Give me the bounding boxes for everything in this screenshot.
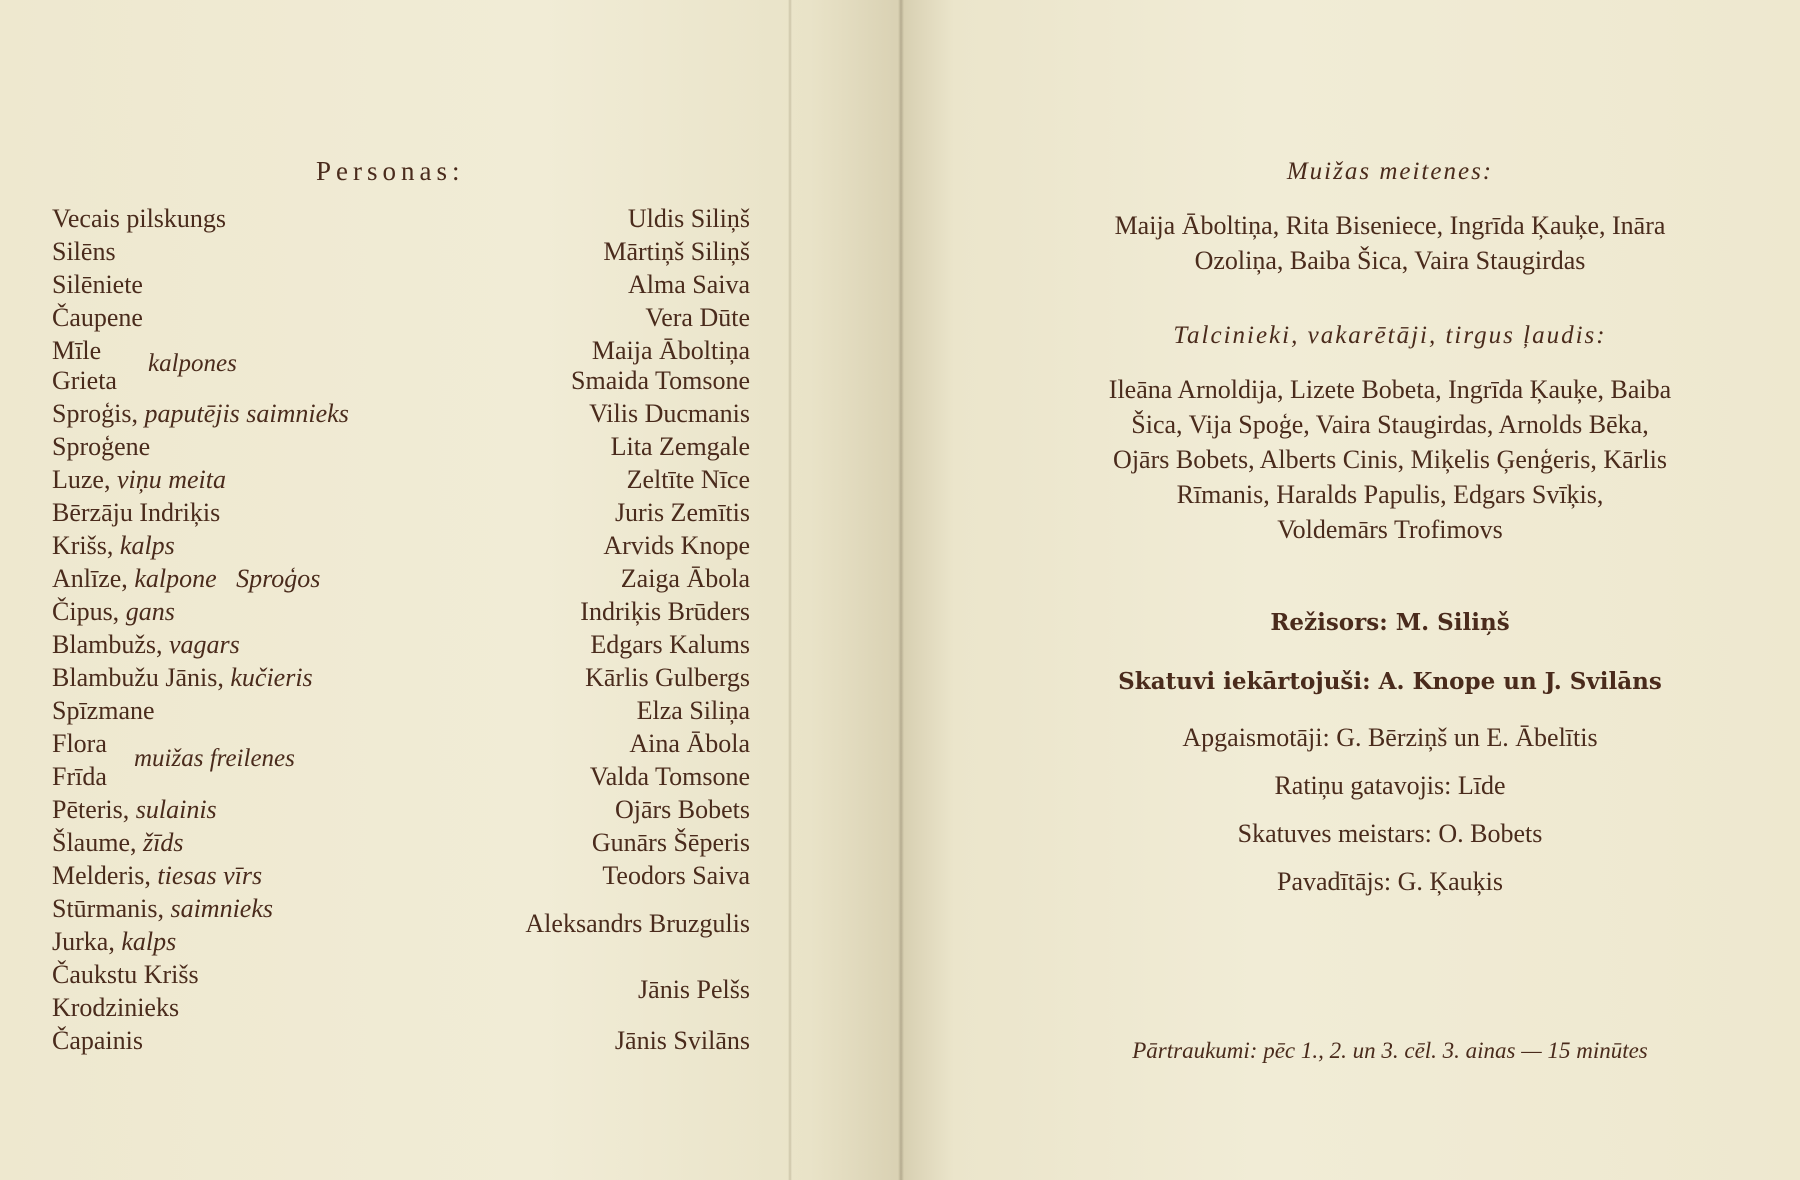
actor-name: Alma Saiva (627, 270, 750, 299)
role-line (52, 663, 313, 693)
actor-name: Kārlis Gulbergs (585, 663, 750, 692)
people-list (1040, 372, 1740, 547)
role-name: Anlīze, (52, 564, 128, 593)
role-line (52, 795, 217, 825)
people-line: Šica, Vija Spoģe, Vaira Staugirdas, Arnolds Bēka, (1131, 410, 1649, 439)
role-line (52, 894, 273, 924)
wheels-credit: Ratiņu gatavojis: Līde (1274, 771, 1506, 800)
role-line (52, 828, 183, 858)
role-name: Pēteris, (52, 795, 130, 824)
role-name: Silēns (52, 237, 116, 266)
girls-list (1040, 208, 1740, 278)
girls-heading: Muižas meitenes: (1286, 158, 1494, 185)
girls-line: Maija Āboltiņa, Rita Biseniece, Ingrīda Ķauķe, Ināra (1114, 211, 1666, 240)
role-line (52, 729, 107, 759)
role-name: Melderis, (52, 861, 151, 890)
role-line (52, 564, 320, 594)
role-line (52, 630, 240, 660)
page-fold (788, 0, 792, 1180)
role-name: Čaukstu Krišs (52, 960, 199, 989)
role-name: Krodzinieks (52, 993, 180, 1022)
people-line: Voldemārs Trofimovs (1277, 515, 1503, 544)
role-line (52, 597, 175, 627)
role-line (52, 531, 175, 561)
role-line (52, 762, 107, 792)
role-line (52, 993, 179, 1023)
actor-name: Zeltīte Nīce (626, 465, 750, 494)
actor-name: Indriķis Brūders (580, 597, 750, 626)
role-name: Čaupene (52, 303, 143, 332)
girls-line: Ozoliņa, Baiba Šica, Vaira Staugirdas (1194, 246, 1586, 275)
role-name: Spīzmane (52, 696, 155, 725)
actor-name: Gunārs Šēperis (591, 828, 750, 857)
role-note: kučieris (230, 663, 313, 692)
role-note: viņu meita (116, 465, 226, 494)
actor-name: Zaiga Ābola (620, 564, 750, 593)
stage-master-credit: Skatuves meistars: O. Bobets (1237, 819, 1543, 848)
role-name: Luze, (52, 465, 111, 494)
role-name: Šlaume, (52, 828, 137, 857)
role-name: Jurka, (52, 927, 115, 956)
actor-name: Teodors Saiva (602, 861, 750, 890)
role-name: Sproģis, (52, 399, 138, 428)
role-name: Blambužu Jānis, (52, 663, 224, 692)
actor-name: Arvids Knope (603, 531, 750, 560)
actor-name: Aleksandrs Bruzgulis (525, 909, 750, 938)
role-name: Silēniete (52, 270, 143, 299)
actor-name: Juris Zemītis (614, 498, 750, 527)
role-name: Sproģene (52, 432, 151, 461)
group-note-kalpones: kalpones (148, 350, 237, 377)
role-line (52, 237, 116, 267)
group-note-freilenes: muižas freilenes (134, 745, 295, 772)
role-line (52, 696, 155, 726)
role-name: Bērzāju Indriķis (52, 498, 221, 527)
role-name: Mīle (52, 336, 102, 365)
role-name: Vecais pilskungs (52, 204, 227, 233)
role-line (52, 303, 143, 333)
role-line (52, 270, 143, 300)
people-heading: Talcinieki, vakarētāji, tirgus ļaudis: (1173, 322, 1607, 349)
role-line (52, 960, 199, 990)
role-name: Grieta (52, 366, 117, 395)
director-credit: Režisors: M. Siliņš (1270, 609, 1510, 636)
breaks-note: Pārtraukumi: pēc 1., 2. un 3. cēl. 3. ainas — 15 minūtes (1132, 1038, 1648, 1063)
role-note: saimnieks (170, 894, 273, 923)
role-name: Frīda (52, 762, 107, 791)
personas-heading: Personas: (316, 156, 465, 186)
role-name: Krišs, (52, 531, 114, 560)
lighting-credit: Apgaismotāji: G. Bērziņš un E. Ābelītis (1182, 723, 1598, 752)
role-note: žīds (143, 828, 184, 857)
actor-name: Uldis Siliņš (627, 204, 750, 233)
role-note: kalpone Sproģos (134, 564, 321, 593)
stage-credit: Skatuvi iekārtojuši: A. Knope un J. Svilāns (1118, 668, 1662, 695)
people-line: Ojārs Bobets, Alberts Cinis, Miķelis Ģenģeris, Kārlis (1113, 445, 1667, 474)
center-fold (898, 0, 904, 1180)
role-line (52, 498, 220, 528)
actor-name: Lita Zemgale (610, 432, 750, 461)
actor-name: Valda Tomsone (589, 762, 750, 791)
people-line: Rīmanis, Haralds Papulis, Edgars Svīķis, (1176, 480, 1604, 509)
role-line (52, 336, 101, 366)
role-line (52, 432, 150, 462)
role-note: kalps (119, 531, 175, 560)
actor-name: Vilis Ducmanis (589, 399, 750, 428)
role-line (52, 927, 176, 957)
role-name: Čapainis (52, 1026, 143, 1055)
actor-name: Smaida Tomsone (571, 366, 750, 395)
actor-name: Vera Dūte (645, 303, 750, 332)
role-note: tiesas vīrs (157, 861, 263, 890)
actor-name: Jānis Svilāns (614, 1026, 750, 1055)
role-note: kalps (121, 927, 177, 956)
role-note: gans (125, 597, 175, 626)
actor-name: Elza Siliņa (636, 696, 750, 725)
role-name: Blambužs, (52, 630, 163, 659)
role-note: sulainis (135, 795, 217, 824)
role-line (52, 1026, 143, 1056)
actor-name: Mārtiņš Siliņš (603, 237, 750, 266)
people-line: Ileāna Arnoldija, Lizete Bobeta, Ingrīda Ķauķe, Baiba (1108, 375, 1672, 404)
companion-credit: Pavadītājs: G. Ķauķis (1276, 867, 1504, 896)
actor-name: Ojārs Bobets (614, 795, 750, 824)
actor-name: Aina Ābola (629, 729, 750, 758)
actor-name: Jānis Pelšs (638, 975, 750, 1004)
role-line (52, 861, 262, 891)
role-note: paputējis saimnieks (144, 399, 349, 428)
role-name: Flora (52, 729, 107, 758)
actor-name: Maija Āboltiņa (591, 336, 750, 365)
role-line (52, 465, 226, 495)
role-note: vagars (169, 630, 240, 659)
role-line (52, 204, 226, 234)
role-line (52, 399, 349, 429)
role-name: Čipus, (52, 597, 120, 626)
role-name: Stūrmanis, (52, 894, 164, 923)
role-line (52, 366, 117, 396)
actor-name: Edgars Kalums (590, 630, 750, 659)
